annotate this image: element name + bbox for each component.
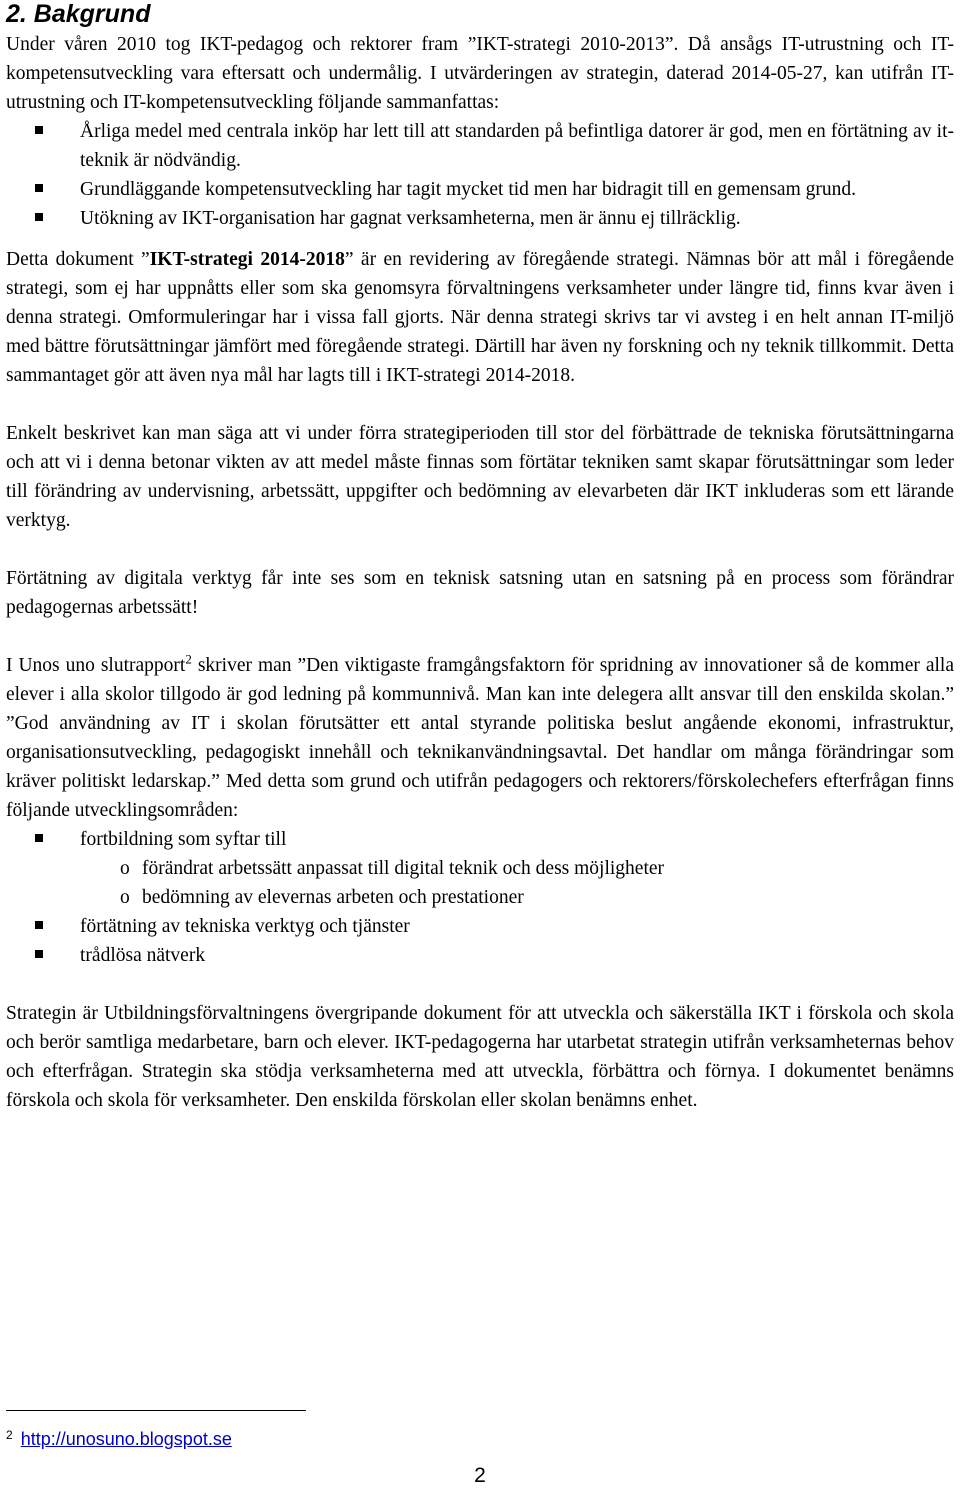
unos-text-after: skriver man ”Den viktigaste framgångsfaktorn för spridning av innovationer så de kommer alla elever i alla skolor tillgodo är god ledning på kommunnivå. Man kan inte delegera allt ansvar till den enskilda skolan.” ”God användning av IT i skolan förutsätter ett antal styrande politiska beslut angående ekonomi, infrastruktur, organisationsutveckling, pedagogiskt innehåll och teknikanvändningsavtal. Det handlar om många förändringar som kräver politiskt ledarskap.” Med detta som grund och utifrån pedagogers och rektorers/förskolechefers efterfrågan finns följande utvecklingsområden: (6, 655, 954, 821)
enkelt-paragraph: Enkelt beskrivet kan man säga att vi under förra strategiperioden till stor del förbättrade de tekniska förutsättningarna och att vi i denna betonar vikten av att medel måste finnas som förtätar tekniken samt skapar förutsättningar som leder till förändring av undervisning, arbetssätt, uppgifter och bedömning av elevarbeten där IKT inkluderas som ett lärande verktyg. (6, 423, 954, 531)
summary-bullet-item: Årliga medel med centrala inköp har lett till att standarden på befintliga datorer är god, men en förtätning av it-teknik är nödvändig. (6, 117, 954, 175)
intro-paragraph: Under våren 2010 tog IKT-pedagog och rektorer fram ”IKT-strategi 2010-2013”. Då ansågs IT-utrustning och IT-kompetensutveckling vara eftersatt och undermålig. I utvärderingen av strategin, daterad 2014-05-27, kan utifrån IT-utrustning och IT-kompetensutveckling följande sammanfattas: (6, 34, 954, 113)
unos-text-before: I Unos uno slutrapport (6, 655, 186, 676)
footnote-number: 2 (6, 1428, 13, 1442)
summary-bullet-list (6, 117, 954, 233)
summary-bullet-item: Grundläggande kompetensutveckling har tagit mycket tid men har bidragit till en gemensam grund. (6, 175, 954, 204)
document-page (6, 0, 954, 1487)
fortatning-paragraph: Förtätning av digitala verktyg får inte ses som en teknisk satsning utan en satsning på en process som förändrar pedagogernas arbetssätt! (6, 568, 954, 618)
development-area-item: trådlösa nätverk (6, 941, 954, 970)
page-number: 2 (474, 1464, 486, 1487)
summary-bullet-item: Utökning av IKT-organisation har gagnat verksamheterna, men är ännu ej tillräcklig. (6, 204, 954, 233)
strategin-paragraph: Strategin är Utbildningsförvaltningens övergripande dokument för att utveckla och säkerställa IKT i förskola och skola och berör samtliga medarbetare, barn och elever. IKT-pedagogerna har utarbetat strategin utifrån verksamheternas behov och efterfrågan. Strategin ska stödja verksamheterna med att utveckla, förbättra och förnya. I dokumentet benämns förskola och skola för verksamheter. Den enskilda förskolan eller skolan benämns enhet. (6, 1003, 954, 1111)
development-area-label: fortbildning som syftar till (80, 829, 287, 850)
development-area-list (6, 825, 954, 970)
footnote-divider (6, 1410, 306, 1411)
revision-text-after: ” är en revidering av föregående strategi. Nämnas bör att mål i föregående strategi, som ej har uppnåtts eller som ska genomsyra förvaltningens verksamheter under längre tid, finns kvar även i denna strategi. Omformuleringar har i vissa fall gjorts. När denna strategi skrivs tar vi avsteg i en helt annan IT-miljö med bättre förutsättningar jämfört med föregående strategi. Därtill har även ny forskning och ny teknik tillkommit. Detta sammantaget gör att även nya mål har lagts till i IKT-strategi 2014-2018. (6, 249, 954, 386)
footnote (6, 1423, 232, 1451)
revision-text-before: Detta dokument ” (6, 249, 150, 270)
unos-paragraph (6, 651, 954, 825)
footnote-reference: 2 (185, 651, 192, 667)
development-sub-list (6, 854, 954, 912)
development-sub-item: o bedömning av elevernas arbeten och prestationer (6, 883, 954, 912)
revision-doc-title: IKT-strategi 2014-2018 (149, 249, 345, 270)
revision-paragraph (6, 245, 954, 390)
development-area-item: förtätning av tekniska verktyg och tjänster (6, 912, 954, 941)
development-sub-item: o förändrat arbetssätt anpassat till digital teknik och dess möjligheter (6, 854, 954, 883)
development-area-item (6, 825, 954, 912)
footnote-link[interactable]: http://unosuno.blogspot.se (20, 1429, 232, 1449)
section-heading: 2. Bakgrund (6, 0, 151, 28)
